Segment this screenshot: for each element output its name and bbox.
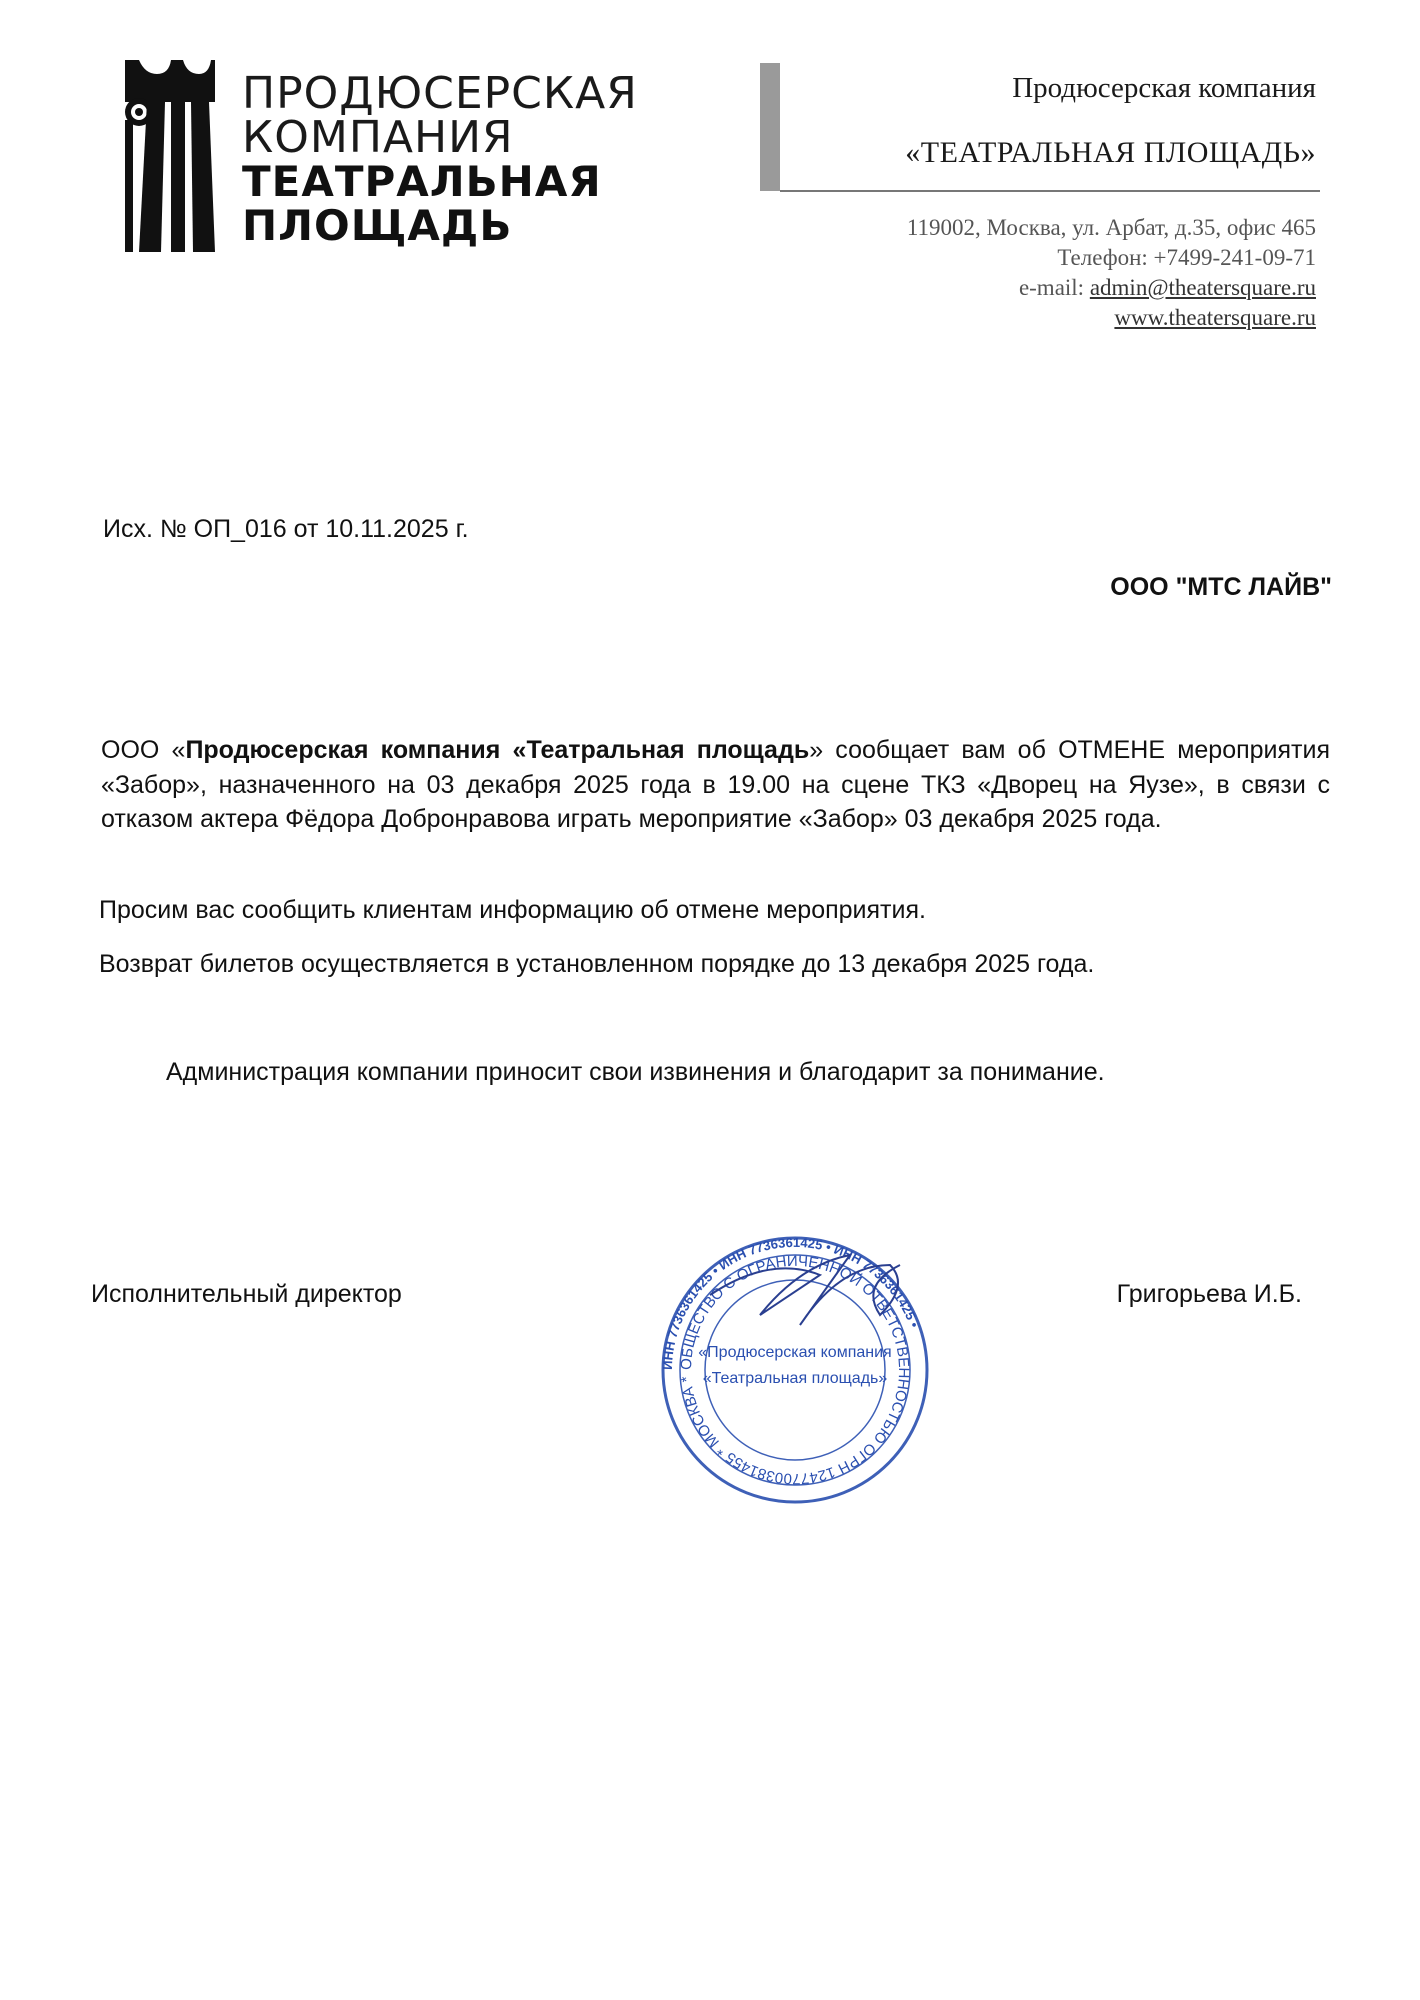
email-link[interactable]: admin@theatersquare.ru xyxy=(1089,275,1316,300)
para-prefix: ООО « xyxy=(101,736,186,764)
logo-line: ПРОДЮСЕРСКАЯ xyxy=(242,68,638,119)
email-row xyxy=(907,273,1316,303)
signatory-title: Исполнительный директор xyxy=(91,1280,402,1308)
letterhead-divider xyxy=(780,190,1320,192)
letterhead-bar xyxy=(760,63,780,191)
recipient: ООО "МТС ЛАЙВ" xyxy=(1110,573,1332,601)
logo-line: ТЕАТРАЛЬНАЯ xyxy=(242,157,602,206)
company-logo-text xyxy=(242,68,638,250)
paragraph-apology: Администрация компании приносит свои извинения и благодарит за понимание. xyxy=(166,1058,1105,1086)
stamp-center-line2: «Театральная площадь» xyxy=(702,1370,888,1387)
website-link[interactable]: www.theatersquare.ru xyxy=(1114,305,1316,330)
stamp-ring-text: ОБЩЕСТВО С ОГРАНИЧЕННОЙ ОТВЕТСТВЕННОСТЬЮ ОГРН 1247700381455 * МОСКВА * xyxy=(677,1252,913,1488)
email-label: e-mail: xyxy=(1018,275,1090,300)
logo-line: ПЛОЩАДЬ xyxy=(242,201,513,250)
contact-block xyxy=(907,213,1316,333)
signatory-name: Григорьева И.Б. xyxy=(1116,1280,1302,1308)
paragraph-refund: Возврат билетов осуществляется в установленном порядке до 13 декабря 2025 года. xyxy=(99,950,1095,978)
stamp-outer-text: ИНН 7736361425 • ИНН 7736361425 • ИНН 7736361425 • xyxy=(659,1234,923,1371)
company-name-line1: Продюсерская компания xyxy=(1012,72,1316,104)
company-name-line2: «ТЕАТРАЛЬНАЯ ПЛОЩАДЬ» xyxy=(905,136,1316,169)
phone: Телефон: +7499-241-09-71 xyxy=(1057,245,1316,270)
company-name-bold: Продюсерская компания «Театральная площадь xyxy=(185,736,810,764)
paragraph-main xyxy=(101,733,1330,837)
paragraph-request: Просим вас сообщить клиентам информацию об отмене мероприятия. xyxy=(99,896,926,924)
logo-column-icon xyxy=(125,60,215,252)
logo-line: КОМПАНИЯ xyxy=(242,112,514,163)
reference-number: Исх. № ОП_016 от 10.11.2025 г. xyxy=(103,515,469,543)
address: 119002, Москва, ул. Арбат, д.35, офис 465 xyxy=(906,215,1316,240)
company-seal-stamp xyxy=(650,1225,940,1515)
para-rest: » сообщает вам об ОТМЕНЕ мероприятия «Забор», назначенного на 03 декабря 2025 года в 19.00 на сцене ТКЗ «Дворец на Яузе», в связи с отказом актера Фёдора Добронравова играть мероприятие «Забор» 03 декабря 2025 года. xyxy=(101,736,1331,833)
stamp-center-line1: «Продюсерская компания xyxy=(698,1344,892,1361)
